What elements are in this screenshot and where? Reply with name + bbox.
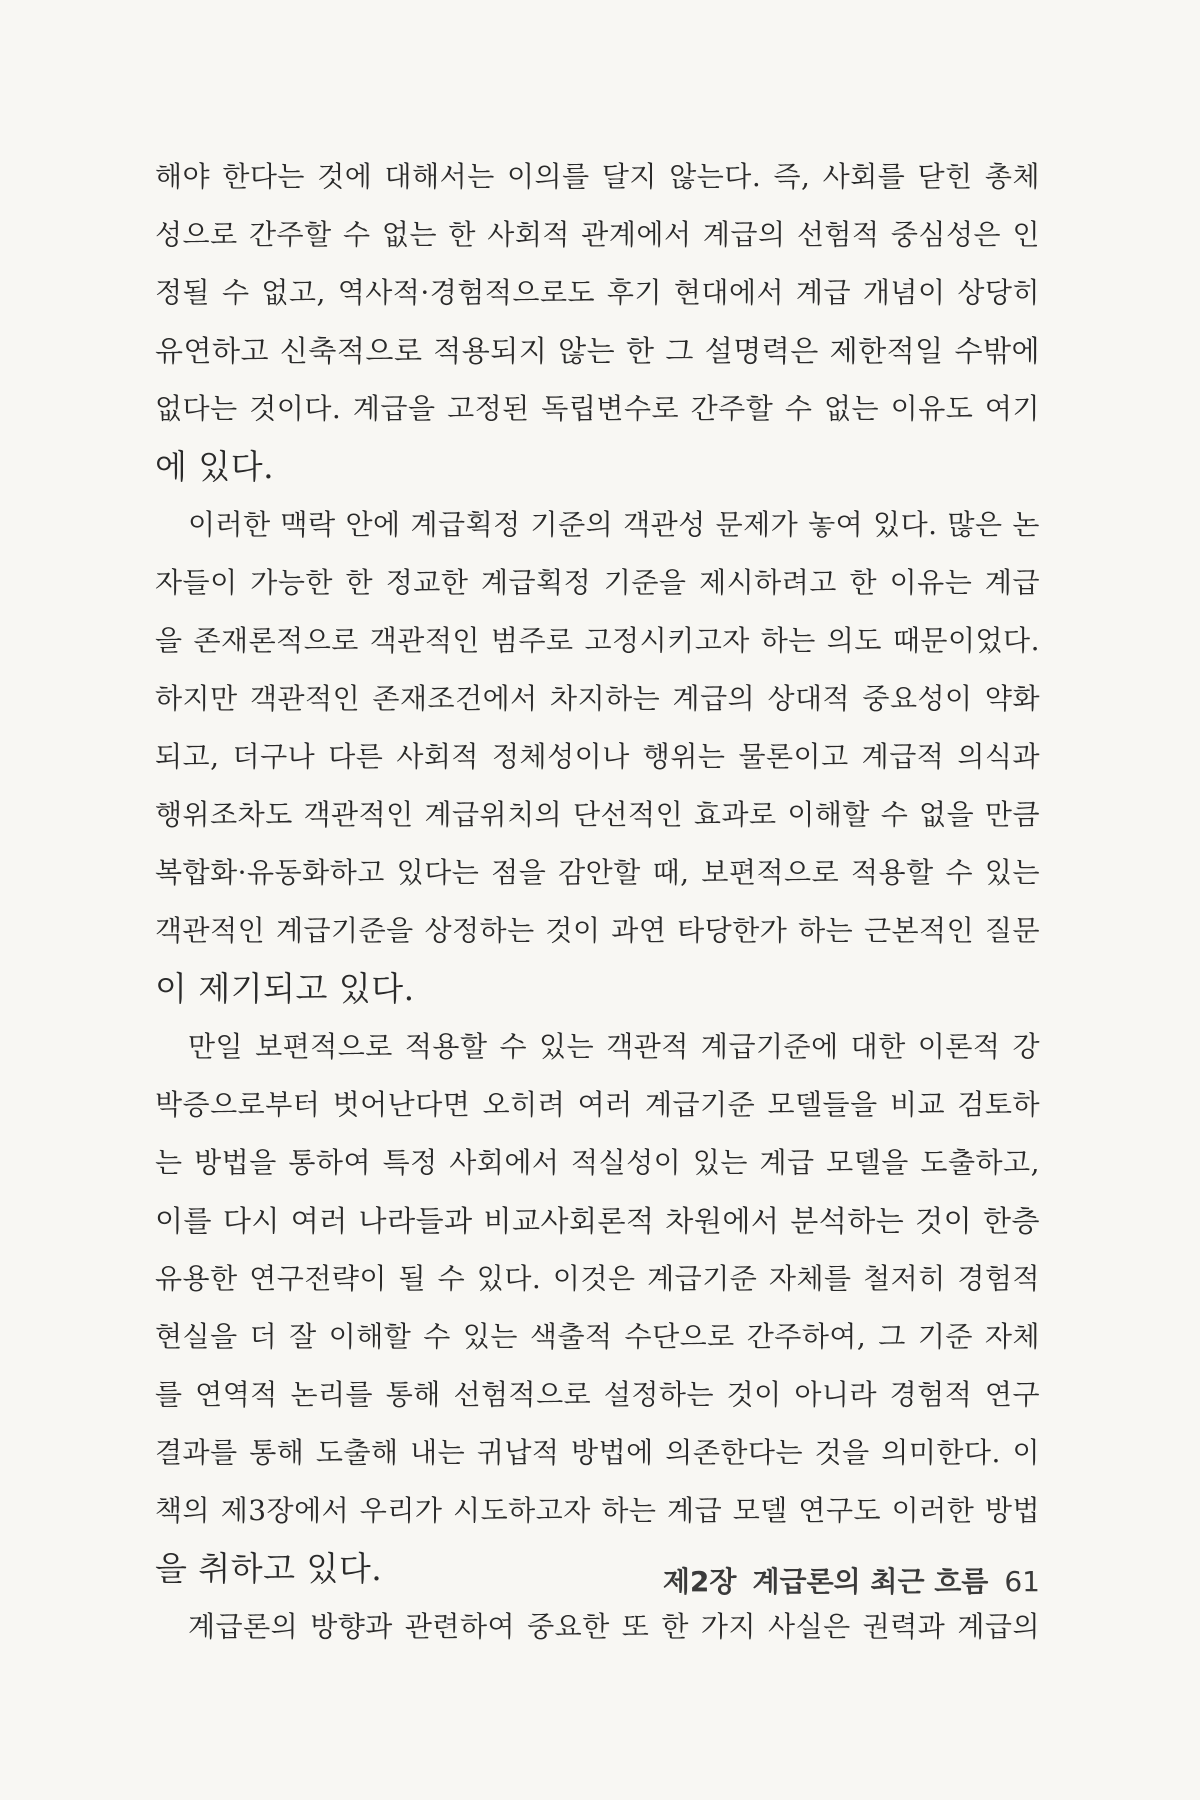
text-line: 되고, 더구나 다른 사회적 정체성이나 행위는 물론이고 계급적 의식과 [155, 740, 1040, 773]
text-line: 없다는 것이다. 계급을 고정된 독립변수로 간주할 수 없는 이유도 여기 [155, 392, 1040, 425]
text-line: 객관적인 계급기준을 상정하는 것이 과연 타당한가 하는 근본적인 질문 [155, 914, 1040, 947]
text-line: 복합화·유동화하고 있다는 점을 감안할 때, 보편적으로 적용할 수 있는 [155, 856, 1040, 889]
text-line: 자들이 가능한 한 정교한 계급획정 기준을 제시하려고 한 이유는 계급 [155, 566, 1040, 599]
text-line: 을 취하고 있다. [155, 1549, 383, 1588]
text-line: 정될 수 없고, 역사적·경험적으로도 후기 현대에서 계급 개념이 상당히 [155, 276, 1040, 309]
text-line: 성으로 간주할 수 없는 한 사회적 관계에서 계급의 선험적 중심성은 인 [155, 218, 1040, 251]
page-number: 61 [1004, 1565, 1040, 1598]
text-line: 박증으로부터 벗어난다면 오히려 여러 계급기준 모델들을 비교 검토하 [155, 1088, 1040, 1121]
body-text [155, 148, 1040, 1656]
text-line: 는 방법을 통하여 특정 사회에서 적실성이 있는 계급 모델을 도출하고, [155, 1146, 1040, 1179]
text-line: 현실을 더 잘 이해할 수 있는 색출적 수단으로 간주하여, 그 기준 자체 [155, 1320, 1040, 1353]
text-line: 행위조차도 객관적인 계급위치의 단선적인 효과로 이해할 수 없을 만큼 [155, 798, 1040, 831]
text-line: 를 연역적 논리를 통해 선험적으로 설정하는 것이 아니라 경험적 연구 [155, 1378, 1040, 1411]
text-line: 을 존재론적으로 객관적인 범주로 고정시키고자 하는 의도 때문이었다. [155, 624, 1040, 657]
text-line: 유용한 연구전략이 될 수 있다. 이것은 계급기준 자체를 철저히 경험적 [155, 1262, 1040, 1295]
running-footer [660, 1562, 1040, 1602]
text-line: 이 제기되고 있다. [155, 969, 415, 1008]
chapter-title: 계급론의 최근 흐름 [752, 1565, 989, 1598]
chapter-label: 제2장 [662, 1565, 737, 1598]
paragraph-first-line: 만일 보편적으로 적용할 수 있는 객관적 계급기준에 대한 이론적 강 [188, 1030, 1040, 1063]
paragraph-first-line: 계급론의 방향과 관련하여 중요한 또 한 가지 사실은 권력과 계급의 [188, 1610, 1040, 1643]
text-line: 해야 한다는 것에 대해서는 이의를 달지 않는다. 즉, 사회를 닫힌 총체 [155, 160, 1040, 193]
text-line: 하지만 객관적인 존재조건에서 차지하는 계급의 상대적 중요성이 약화 [155, 682, 1040, 715]
text-line: 유연하고 신축적으로 적용되지 않는 한 그 설명력은 제한적일 수밖에 [155, 334, 1040, 368]
paragraph-first-line: 이러한 맥락 안에 계급획정 기준의 객관성 문제가 놓여 있다. 많은 논 [188, 508, 1040, 541]
text-line: 에 있다. [155, 447, 275, 486]
text-line: 책의 제3장에서 우리가 시도하고자 하는 계급 모델 연구도 이러한 방법 [155, 1494, 1040, 1527]
text-line: 결과를 통해 도출해 내는 귀납적 방법에 의존한다는 것을 의미한다. 이 [155, 1436, 1040, 1469]
text-line: 이를 다시 여러 나라들과 비교사회론적 차원에서 분석하는 것이 한층 [155, 1204, 1040, 1238]
